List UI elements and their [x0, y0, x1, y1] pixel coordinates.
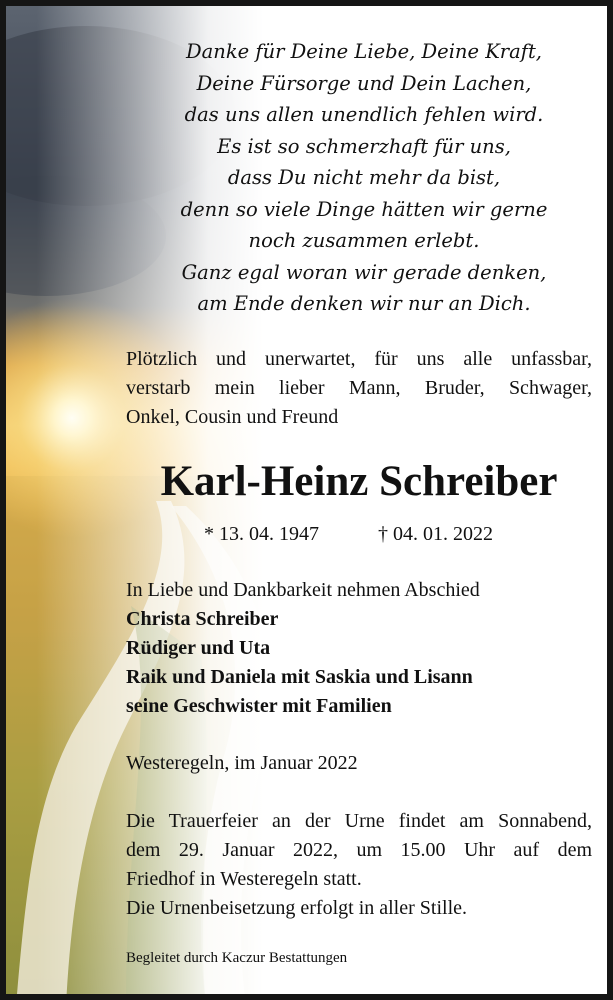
service-line: dem 29. Januar 2022, um 15.00 Uhr auf dem: [126, 839, 592, 861]
poem-line: am Ende denken wir nur an Dich.: [197, 292, 531, 315]
mourner-name: seine Geschwister mit Familien: [126, 695, 392, 717]
memorial-poem: [134, 36, 594, 320]
place-and-date: Westeregeln, im Januar 2022: [126, 752, 358, 774]
announcement-intro: [126, 345, 592, 432]
death-date: † 04. 01. 2022: [378, 523, 493, 545]
deceased-name: Karl-Heinz Schreiber: [160, 458, 558, 505]
poem-line: Danke für Deine Liebe, Deine Kraft,: [186, 40, 542, 63]
poem-line: das uns allen unendlich fehlen wird.: [184, 103, 544, 126]
poem-line: noch zusammen erlebt.: [248, 229, 480, 252]
mourner-name: Raik und Daniela mit Saskia und Lisann: [126, 666, 473, 688]
birth-date: * 13. 04. 1947: [204, 523, 319, 545]
farewell-intro: In Liebe und Dankbarkeit nehmen Abschied: [126, 579, 480, 601]
service-line: Die Urnenbeisetzung erfolgt in aller Stille.: [126, 897, 468, 919]
mourner-name: Christa Schreiber: [126, 608, 279, 630]
poem-line: Ganz egal woran wir gerade denken,: [181, 260, 547, 284]
funeral-service-info: [126, 807, 592, 923]
mourners-block: [126, 576, 480, 721]
service-line: Friedhof in Westeregeln statt.: [126, 868, 362, 890]
poem-line: Deine Fürsorge und Dein Lachen,: [196, 71, 532, 95]
service-line: Die Trauerfeier an der Urne findet am Sonnabend,: [126, 810, 592, 832]
poem-line: dass Du nicht mehr da bist,: [227, 166, 501, 189]
mourner-name: Rüdiger und Uta: [126, 637, 271, 659]
obituary-text: [6, 6, 613, 1000]
undertaker-credit: Begleitet durch Kaczur Bestattungen: [126, 950, 348, 966]
intro-line: Onkel, Cousin und Freund: [126, 406, 339, 428]
intro-line: verstarb mein lieber Mann, Bruder, Schwager,: [126, 377, 592, 399]
poem-line: Es ist so schmerzhaft für uns,: [217, 134, 511, 158]
poem-line: denn so viele Dinge hätten wir gerne: [180, 197, 548, 221]
intro-line: Plötzlich und unerwartet, für uns alle unfassbar,: [126, 348, 592, 370]
